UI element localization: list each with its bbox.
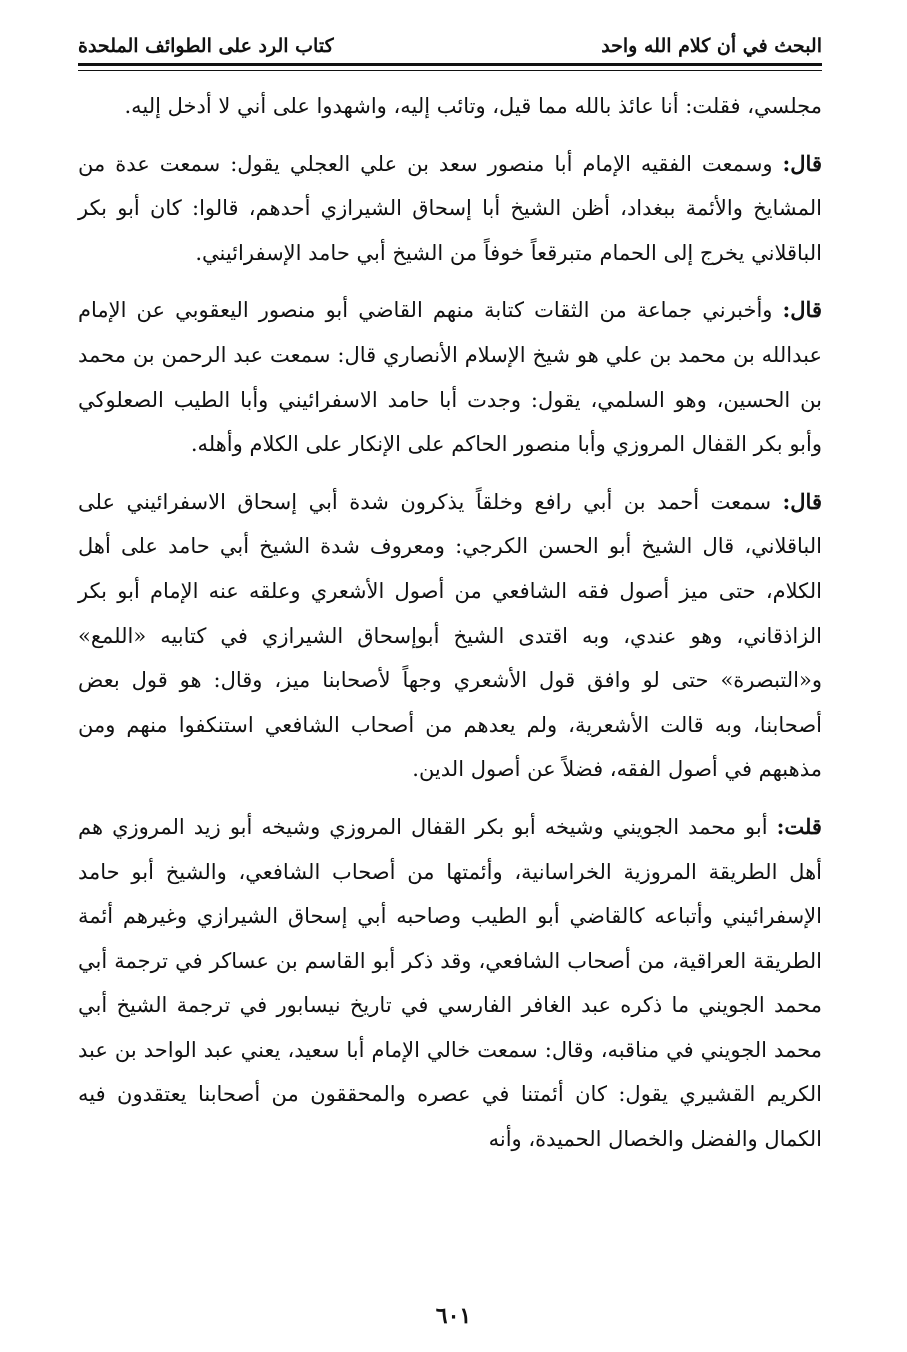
header-rule-thin xyxy=(78,70,822,71)
paragraph xyxy=(78,84,822,129)
paragraph-text: مجلسي، فقلت: أنا عائذ بالله مما قيل، وتائب إليه، واشهدوا على أني لا أدخل إليه. xyxy=(124,94,822,118)
paragraph-lead: قال: xyxy=(782,488,822,514)
page-body xyxy=(78,84,822,1175)
paragraph-lead: قال: xyxy=(782,150,822,176)
paragraph xyxy=(78,805,822,1162)
paragraph-text: أبو محمد الجويني وشيخه أبو بكر القفال المروزي وشيخه أبو زيد المروزي هم أهل الطريقة المروزية الخراسانية، وأئمتها من أصحاب الشافعي، والشيخ أبو حامد الإسفرائيني وأتباعه كالقاضي أبو الطيب وصاحبه أبي إسحاق الشيرازي وغيرهم أئمة الطريقة العراقية، من أصحاب الشافعي، وقد ذكر أبو القاسم بن عساكر في ترجمة أبي محمد الجويني ما ذكره عبد الغافر الفارسي في تاريخ نيسابور في ترجمة الشيخ أبي محمد الجويني في مناقبه، وقال: سمعت خالي الإمام أبا سعيد، يعني عبد الواحد بن عبد الكريم القشيري يقول: كان أئمتنا في عصره والمحققون من أصحابنا يعتقدون فيه الكمال والفضل والخصال الحميدة، وأنه xyxy=(78,814,822,1152)
running-header xyxy=(78,28,822,64)
paragraph-lead: قلت: xyxy=(776,813,822,839)
chapter-title: البحث في أن كلام الله واحد xyxy=(601,35,822,57)
paragraph xyxy=(78,288,822,466)
paragraph-text: وأخبرني جماعة من الثقات كتابة منهم القاضي أبو منصور اليعقوبي عن الإمام عبدالله بن محمد بن علي هو شيخ الإسلام الأنصاري قال: سمعت عبد الرحمن بن محمد بن الحسين، وهو السلمي، يقول: وجدت أبا حامد الاسفرائيني وأبا الطيب الصعلوكي وأبو بكر القفال المروزي وأبا منصور الحاكم على الإنكار على الكلام وأهله. xyxy=(78,298,822,457)
header-rule-thick xyxy=(78,63,822,66)
paragraph xyxy=(78,480,822,792)
paragraph-text: وسمعت الفقيه الإمام أبا منصور سعد بن علي العجلي يقول: سمعت عدة من المشايخ والأئمة ببغداد، أظن الشيخ أبا إسحاق الشيرازي أحدهم، قالوا: كان أبو بكر الباقلاني يخرج إلى الحمام متبرقعاً خوفاً من الشيخ أبي حامد الإسفرائيني. xyxy=(78,151,822,265)
paragraph-lead: قال: xyxy=(782,297,822,323)
book-title: كتاب الرد على الطوائف الملحدة xyxy=(78,35,334,57)
page-number: ٦٠١ xyxy=(435,1303,472,1329)
paragraph xyxy=(78,142,822,276)
paragraph-text: سمعت أحمد بن أبي رافع وخلقاً يذكرون شدة أبي إسحاق الاسفرائيني على الباقلاني، قال الشيخ أبو الحسن الكرجي: ومعروف شدة الشيخ أبي حامد على أهل الكلام، حتى ميز أصول فقه الشافعي من أصول الأشعري وعلقه عنه الإمام أبو بكر الزاذقاني، وهو عندي، وبه اقتدى الشيخ أبوإسحاق الشيرازي في كتابيه «اللمع» و«التبصرة» حتى لو وافق قول الأشعري وجهاً لأصحابنا ميز، وقال: هو قول بعض أصحابنا، وبه قالت الأشعرية، ولم يعدهم من أصحاب الشافعي استنكفوا منهم ومن مذهبهم في أصول الفقه، فضلاً عن أصول الدين. xyxy=(78,489,822,782)
